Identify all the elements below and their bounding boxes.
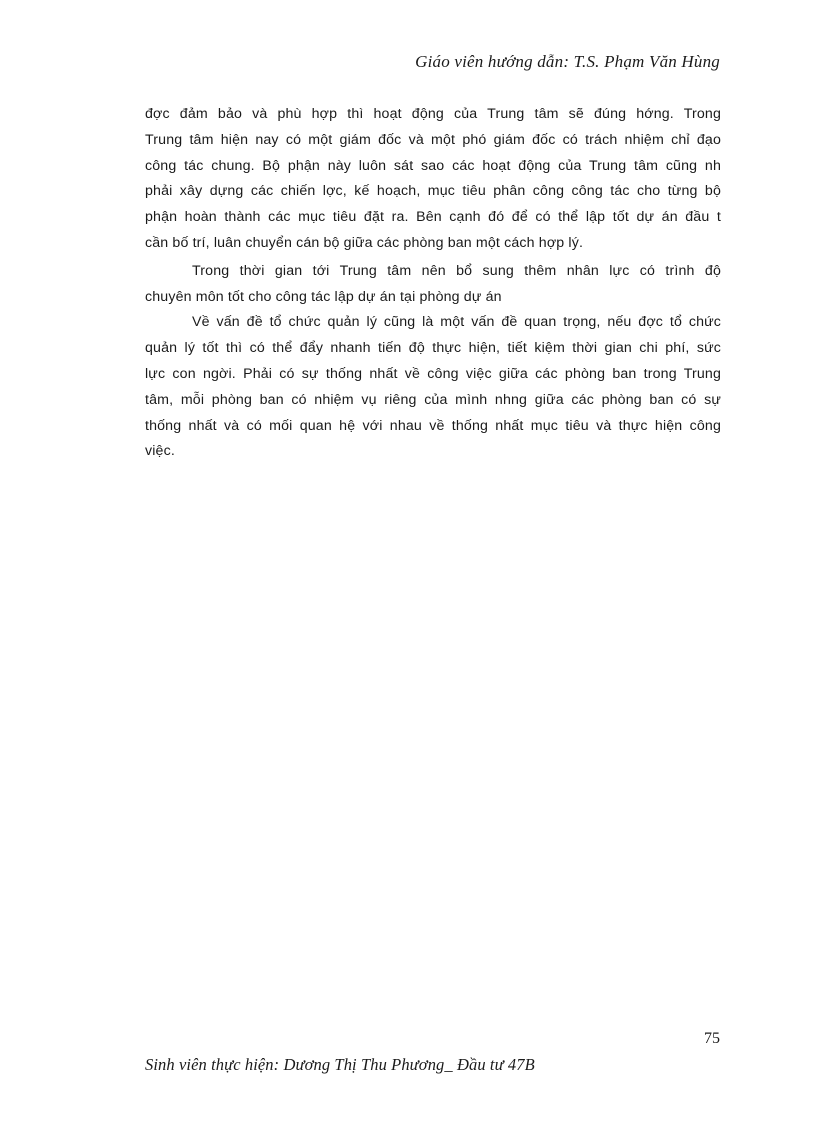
paragraph-line: Trong thời gian tới Trung tâm nên bổ sung thêm nhân lực có trình độ <box>192 262 721 279</box>
paragraph-line: cần bố trí, luân chuyển cán bộ giữa các phòng ban một cách hợp lý. <box>145 234 584 251</box>
paragraph-line: thống nhất và có mối quan hệ với nhau về thống nhất mục tiêu và thực hiện công <box>145 417 721 434</box>
paragraph-2 <box>145 259 721 311</box>
paragraph-line: Trung tâm hiện nay có một giám đốc và một phó giám đốc có trách nhiệm chỉ đạo <box>145 131 721 148</box>
paragraph-line: tâm, mỗi phòng ban có nhiệm vụ riêng của mình nhng giữa các phòng ban có sự <box>145 391 721 408</box>
paragraph-line: quản lý tốt thì có thể đẩy nhanh tiến độ thực hiện, tiết kiệm thời gian chi phí, sức <box>145 340 721 357</box>
paragraph-3 <box>145 310 721 465</box>
body-text <box>145 102 721 465</box>
paragraph-1 <box>145 102 721 257</box>
paragraph-line: đợc đảm bảo và phù hợp thì hoạt động của Trung tâm sẽ đúng hớng. Trong <box>145 106 721 122</box>
paragraph-line: chuyên môn tốt cho công tác lập dự án tại phòng dự án <box>145 288 502 305</box>
paragraph-line: Về vấn đề tổ chức quản lý cũng là một vấn đề quan trọng, nếu đợc tổ chức <box>192 314 721 331</box>
page-footer-student: Sinh viên thực hiện: Dương Thị Thu Phương_ Đầu tư 47B <box>145 1055 535 1074</box>
paragraph-line: phận hoàn thành các mục tiêu đặt ra. Bên cạnh đó để có thể lập tốt dự án đầu t <box>145 209 721 226</box>
paragraph-line: phải xây dựng các chiến lợc, kế hoạch, mục tiêu phân công công tác cho từng bộ <box>145 183 721 200</box>
paragraph-line: việc. <box>145 443 175 460</box>
paragraph-line: công tác chung. Bộ phận này luôn sát sao các hoạt động của Trung tâm cũng nh <box>145 157 721 174</box>
paragraph-line: lực con ngời. Phải có sự thống nhất về công việc giữa các phòng ban trong Trung <box>145 365 721 382</box>
page-header-supervisor: Giáo viên hướng dẫn: T.S. Phạm Văn Hùng <box>415 52 720 71</box>
page-number: 75 <box>704 1030 720 1047</box>
